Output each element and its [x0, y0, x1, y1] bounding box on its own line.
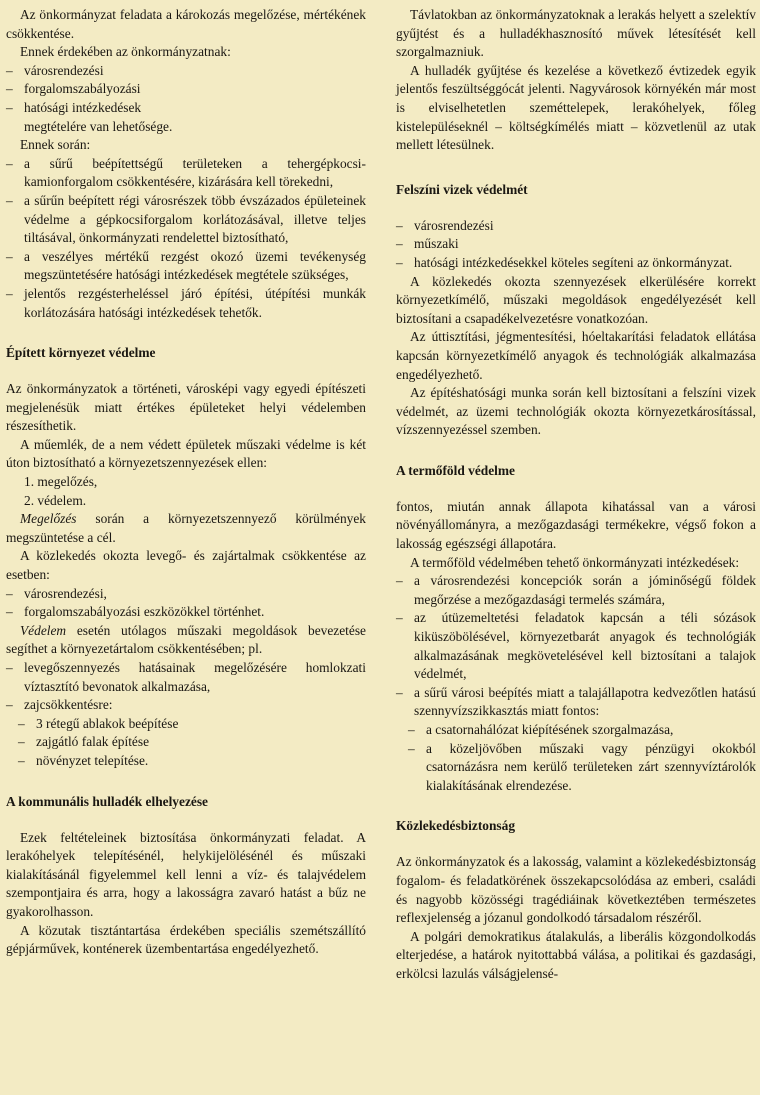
list-item: – jelentős rezgésterheléssel járó építési, útépítési munkák korlátozására hatósági intézkedések tehetők. — [6, 285, 366, 322]
paragraph — [6, 622, 366, 659]
numbered-item: 2. védelem. — [24, 492, 87, 508]
list-item: – az útüzemeltetési feladatok kapcsán a téli sózások kiküszöbölésével, környezetbarát anyagok és technológiák alkalmazásának megkövetelésével kell biztosítani a talajok védelmét, — [396, 609, 756, 683]
list-item: – a sűrűn beépített régi városrészek több évszázados épületeinek védelme a gépkocsiforgalom korlátozásával, illetve teljes tiltásával, önkormányzati rendelettel biztosítható, — [6, 192, 366, 248]
paragraph: Az úttisztítási, jégmentesítési, hóeltakarítási feladatok ellátása kapcsán környezetkímélő anyagok és technológiák alkalmazása engedélyezhető. — [396, 329, 756, 382]
list-item: – forgalomszabályozási eszközökkel történhet. — [6, 603, 366, 622]
list-item: – a veszélyes mértékű rezgést okozó üzemi tevékenység megszüntetésére hatósági intézkedések megtétele szükséges, — [6, 248, 366, 285]
list-item: – levegőszennyezés hatásainak megelőzésére homlokzati víztasztító bevonatok alkalmazása, — [6, 659, 366, 696]
list-item: – hatósági intézkedésekkel köteles segíteni az önkormányzat. — [396, 254, 756, 273]
emphasis: Védelem — [20, 622, 67, 638]
sub-list-item: – 3 rétegű ablakok beépítése — [6, 715, 366, 734]
paragraph: Távlatokban az önkormányzatoknak a lerakás helyett a szelektív gyűjtést és a hulladékhasznosító művek létesítését kell szorgalmazniuk. — [396, 7, 756, 60]
list-item: – a városrendezési koncepciók során a jóminőségű földek megőrzése a mezőgazdasági termelés számára, — [396, 572, 756, 609]
paragraph: A termőföld védelmében tehető önkormányzati intézkedések: — [410, 554, 740, 570]
paragraph: fontos, miután annak állapota kihatással van a városi növényállományra, a mezőgazdasági termékekre, végső fokon a lakosság egészségi állapotára. — [396, 498, 756, 552]
intro-paragraph: Ennek érdekében az önkormányzatnak: — [20, 44, 231, 60]
sub-list-item: – zajgátló falak építése — [6, 733, 366, 752]
list-item: – hatósági intézkedések — [6, 99, 366, 118]
list-item: – zajcsökkentésre: — [6, 696, 366, 715]
list-item: – a sűrű városi beépítés miatt a talajállapotra kedvezőtlen hatású szennyvízszikkasztás miatt fontos: — [396, 684, 756, 721]
list-item: – forgalomszabályozási — [6, 80, 366, 99]
list-item: – műszaki — [396, 235, 756, 254]
paragraph: A műemlék, de a nem védett épületek műszaki védelme is két úton biztosítható a környezetszennyezések ellen: — [6, 436, 366, 471]
paragraph-text: esetén utólagos műszaki megoldások bevezetése segíthet a környezetártalom csökkentésében; pl. — [6, 622, 366, 657]
intro-paragraph: Az önkormányzat feladata a károkozás megelőzése, mértékének csökkentése. — [6, 7, 366, 41]
paragraph-text: során a környezetszennyező körülmények megszüntetése a cél. — [6, 511, 366, 545]
list-item: – városrendezési — [396, 217, 756, 236]
paragraph: A hulladék gyűjtése és kezelése a következő évtizedek egyik jelentős feszültséggócát jelenti. Nagyvárosok környékén már most is elviselhetetlen szeméttelepek, lerakóhelyek, főleg kistelepüléseknél – költségkímélés miatt – közvetlenül az utak mellett létesülnek. — [396, 62, 756, 153]
paragraph: Az építéshatósági munka során kell biztosítani a felszíni vizek védelmét, az üzemi technológiák okozta környezetkárosítással, vízszennyezéssel szemben. — [396, 385, 756, 438]
list-item: – városrendezési, — [6, 585, 366, 604]
list-item: – a sűrű beépítettségű területeken a tehergépkocsi-kamionforgalom csökkentésére, kizárására kell törekedni, — [6, 155, 366, 192]
section-heading: Közlekedésbiztonság — [396, 818, 516, 834]
paragraph: Az önkormányzatok és a lakosság, valamint a közlekedésbiztonság fogalom- és feladatkörének összekapcsolódása az emberi, családi és nagyobb közösségi tragédiáinak következtében természetes reflexjelenség a józanul gondolkodó társadalom részéről. — [396, 854, 756, 926]
section-heading: Épített környezet védelme — [6, 345, 156, 361]
sub-list-item: – a csatornahálózat kiépítésének szorgalmazása, — [396, 721, 756, 740]
paragraph: A polgári demokratikus átalakulás, a liberális közgondolkodás elterjedése, a határok nyitottabbá válása, a politikai és gazdasági, erkölcsi lazulás válságjelensé- — [396, 928, 756, 981]
section-heading: A kommunális hulladék elhelyezése — [6, 793, 208, 809]
right-column — [396, 0, 756, 984]
paragraph: A közutak tisztántartása érdekében speciális szemétszállító gépjárművek, konténerek üzembentartása engedélyezhető. — [6, 922, 366, 957]
paragraph — [6, 510, 366, 547]
section-heading: Felszíni vizek védelmét — [396, 181, 528, 197]
emphasis: Megelőzés — [20, 511, 77, 527]
sub-list-item: – a közeljövőben műszaki vagy pénzügyi okokból csatornázásra nem kerülő területeken zárt szennyvíztárolók kialakításának elrendezése. — [396, 740, 756, 796]
numbered-item: 1. megelőzés, — [24, 474, 98, 490]
paragraph: A közlekedés okozta szennyezések elkerülésére korrekt környezetkímélő, műszaki megoldások engedélyezését kell biztosítani a csapadékelvezetésre vonatkozóan. — [396, 273, 756, 326]
paragraph: Az önkormányzatok a történeti, városképi vagy egyedi építészeti megjelenésük miatt értékes épületeket helyi védelemben részesíthetik. — [6, 381, 366, 434]
list-tail: megtételére van lehetősége. — [24, 118, 173, 134]
paragraph: A közlekedés okozta levegő- és zajártalmak csökkentése az esetben: — [6, 548, 366, 583]
list-item: – városrendezési — [6, 62, 366, 81]
paragraph: Ennek során: — [20, 137, 91, 153]
left-column — [6, 0, 366, 959]
section-heading: A termőföld védelme — [396, 462, 515, 478]
sub-list-item: – növényzet telepítése. — [6, 752, 366, 771]
paragraph: Ezek feltételeinek biztosítása önkormányzati feladat. A lerakóhelyek telepítésénél, helykijelölésénél és műszaki kialakításánál figyelemmel kell lenni a víz- és talajvédelem szempontjaira és arra, hogy a lakosságra zavaró hatást a bűz ne gyakorolhasson. — [6, 829, 366, 919]
